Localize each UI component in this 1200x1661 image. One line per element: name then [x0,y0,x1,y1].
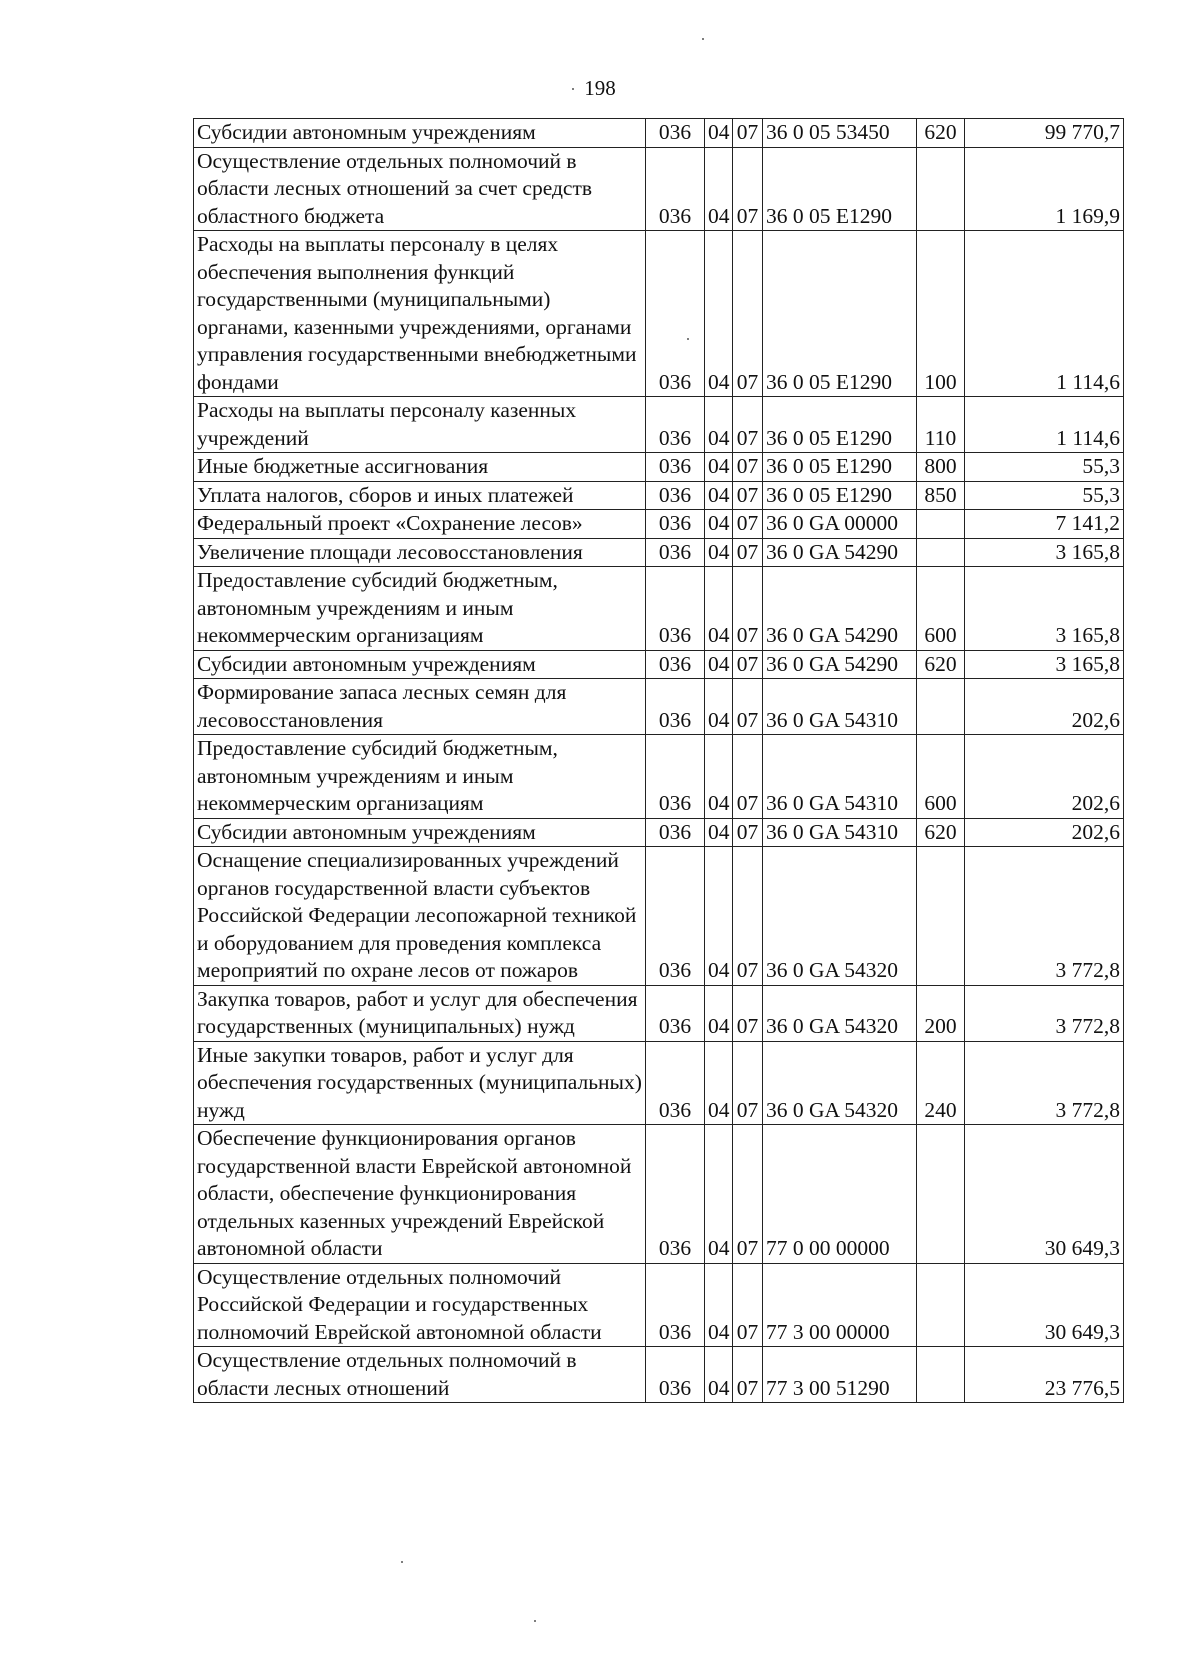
budget-table-body [194,119,1124,1403]
table-row [194,538,1124,567]
row-expense-type [917,679,965,735]
row-amount: 3 772,8 [965,847,1124,986]
row-name: Предоставление субсидий бюджетным, автономным учреждениям и иным некоммерческим организациям [194,735,646,819]
table-row [194,650,1124,679]
table-row [194,1347,1124,1403]
row-amount: 3 772,8 [965,1041,1124,1125]
row-section-code: 04 [705,1125,733,1264]
row-subsection-code: 07 [733,453,763,482]
row-name: Осуществление отдельных полномочий в области лесных отношений [194,1347,646,1403]
row-subsection-code: 07 [733,481,763,510]
row-amount: 1 114,6 [965,231,1124,397]
table-row [194,231,1124,397]
row-target-article: 36 0 05 Е1290 [763,397,917,453]
row-name: Иные бюджетные ассигнования [194,453,646,482]
row-section-code: 04 [705,119,733,148]
row-grbs-code: 036 [646,818,705,847]
row-section-code: 04 [705,453,733,482]
row-name: Расходы на выплаты персоналу казенных учреждений [194,397,646,453]
row-amount: 55,3 [965,481,1124,510]
row-amount: 202,6 [965,735,1124,819]
row-section-code: 04 [705,650,733,679]
row-grbs-code: 036 [646,1347,705,1403]
row-amount: 30 649,3 [965,1263,1124,1347]
row-target-article: 36 0 05 Е1290 [763,231,917,397]
row-expense-type: 240 [917,1041,965,1125]
row-section-code: 04 [705,679,733,735]
row-subsection-code: 07 [733,1125,763,1264]
table-row [194,147,1124,231]
row-amount: 1 114,6 [965,397,1124,453]
row-target-article: 36 0 GA 54290 [763,650,917,679]
row-section-code: 04 [705,397,733,453]
row-name: Осуществление отдельных полномочий в области лесных отношений за счет средств областного бюджета [194,147,646,231]
table-row [194,481,1124,510]
row-expense-type [917,1125,965,1264]
table-row [194,1263,1124,1347]
row-subsection-code: 07 [733,397,763,453]
row-grbs-code: 036 [646,567,705,651]
row-amount: 55,3 [965,453,1124,482]
row-subsection-code: 07 [733,818,763,847]
scan-speck [401,1561,403,1563]
row-amount: 23 776,5 [965,1347,1124,1403]
row-expense-type: 100 [917,231,965,397]
table-row [194,818,1124,847]
row-target-article: 36 0 GA 54320 [763,985,917,1041]
page-number: 198 [584,76,616,100]
table-row [194,119,1124,148]
scan-speck [534,1620,536,1622]
row-target-article: 36 0 GA 54320 [763,847,917,986]
row-section-code: 04 [705,510,733,539]
row-subsection-code: 07 [733,1041,763,1125]
row-expense-type: 620 [917,650,965,679]
row-target-article: 36 0 GA 54320 [763,1041,917,1125]
row-name: Формирование запаса лесных семян для лесовосстановления [194,679,646,735]
row-section-code: 04 [705,481,733,510]
scan-speck [702,38,704,40]
row-expense-type: 800 [917,453,965,482]
row-subsection-code: 07 [733,985,763,1041]
row-target-article: 36 0 05 Е1290 [763,147,917,231]
row-amount: 3 165,8 [965,650,1124,679]
row-section-code: 04 [705,567,733,651]
row-grbs-code: 036 [646,735,705,819]
row-grbs-code: 036 [646,147,705,231]
row-grbs-code: 036 [646,1125,705,1264]
row-section-code: 04 [705,735,733,819]
row-name: Иные закупки товаров, работ и услуг для обеспечения государственных (муниципальных) нужд [194,1041,646,1125]
table-row [194,679,1124,735]
row-section-code: 04 [705,147,733,231]
row-amount: 7 141,2 [965,510,1124,539]
row-name: Субсидии автономным учреждениям [194,818,646,847]
row-target-article: 36 0 GA 54290 [763,538,917,567]
row-name: Увеличение площади лесовосстановления [194,538,646,567]
row-subsection-code: 07 [733,231,763,397]
row-expense-type: 110 [917,397,965,453]
row-amount: 30 649,3 [965,1125,1124,1264]
row-amount: 1 169,9 [965,147,1124,231]
row-target-article: 36 0 GA 54310 [763,679,917,735]
row-name: Субсидии автономным учреждениям [194,650,646,679]
row-subsection-code: 07 [733,1347,763,1403]
row-amount: 3 772,8 [965,985,1124,1041]
table-row [194,510,1124,539]
row-section-code: 04 [705,818,733,847]
table-row [194,735,1124,819]
row-grbs-code: 036 [646,679,705,735]
row-expense-type [917,147,965,231]
row-grbs-code: 036 [646,397,705,453]
row-expense-type: 620 [917,119,965,148]
table-row [194,1125,1124,1264]
row-subsection-code: 07 [733,679,763,735]
row-section-code: 04 [705,985,733,1041]
row-target-article: 36 0 05 Е1290 [763,481,917,510]
row-section-code: 04 [705,1041,733,1125]
row-grbs-code: 036 [646,985,705,1041]
row-grbs-code: 036 [646,1263,705,1347]
row-name: Предоставление субсидий бюджетным, автономным учреждениям и иным некоммерческим организациям [194,567,646,651]
row-expense-type: 600 [917,567,965,651]
row-name: Оснащение специализированных учреждений органов государственной власти субъектов Российской Федерации лесопожарной техникой и оборудованием для проведения комплекса мероприятий по охране лесов от пожаров [194,847,646,986]
scan-speck [572,88,574,90]
row-expense-type [917,538,965,567]
row-subsection-code: 07 [733,650,763,679]
row-subsection-code: 07 [733,538,763,567]
table-row [194,847,1124,986]
row-name: Субсидии автономным учреждениям [194,119,646,148]
row-grbs-code: 036 [646,119,705,148]
row-name: Федеральный проект «Сохранение лесов» [194,510,646,539]
row-subsection-code: 07 [733,147,763,231]
row-grbs-code: 036 [646,481,705,510]
scan-speck [687,338,689,340]
row-grbs-code: 036 [646,453,705,482]
row-target-article: 77 0 00 00000 [763,1125,917,1264]
row-grbs-code: 036 [646,538,705,567]
row-section-code: 04 [705,1347,733,1403]
row-amount: 202,6 [965,818,1124,847]
row-target-article: 36 0 GA 54290 [763,567,917,651]
row-subsection-code: 07 [733,1263,763,1347]
table-row [194,397,1124,453]
row-grbs-code: 036 [646,231,705,397]
row-subsection-code: 07 [733,119,763,148]
row-section-code: 04 [705,1263,733,1347]
row-expense-type: 200 [917,985,965,1041]
row-grbs-code: 036 [646,650,705,679]
row-expense-type [917,1263,965,1347]
row-subsection-code: 07 [733,510,763,539]
row-expense-type: 850 [917,481,965,510]
row-target-article: 77 3 00 51290 [763,1347,917,1403]
row-subsection-code: 07 [733,735,763,819]
row-subsection-code: 07 [733,847,763,986]
row-grbs-code: 036 [646,1041,705,1125]
row-amount: 202,6 [965,679,1124,735]
row-target-article: 36 0 GA 00000 [763,510,917,539]
row-target-article: 36 0 GA 54310 [763,818,917,847]
row-name: Уплата налогов, сборов и иных платежей [194,481,646,510]
row-subsection-code: 07 [733,567,763,651]
row-expense-type: 600 [917,735,965,819]
row-expense-type [917,1347,965,1403]
row-amount: 3 165,8 [965,567,1124,651]
row-name: Осуществление отдельных полномочий Российской Федерации и государственных полномочий Еврейской автономной области [194,1263,646,1347]
row-target-article: 36 0 05 Е1290 [763,453,917,482]
row-target-article: 77 3 00 00000 [763,1263,917,1347]
row-expense-type: 620 [917,818,965,847]
row-section-code: 04 [705,847,733,986]
row-section-code: 04 [705,538,733,567]
row-target-article: 36 0 GA 54310 [763,735,917,819]
row-grbs-code: 036 [646,847,705,986]
table-row [194,985,1124,1041]
row-name: Расходы на выплаты персоналу в целях обеспечения выполнения функций государственными (муниципальными) органами, казенными учреждениями, органами управления государственными внебюджетными фондами [194,231,646,397]
row-amount: 99 770,7 [965,119,1124,148]
row-expense-type [917,847,965,986]
row-name: Обеспечение функционирования органов государственной власти Еврейской автономной области, обеспечение функционирования отдельных казенных учреждений Еврейской автономной области [194,1125,646,1264]
table-row [194,453,1124,482]
budget-table [193,118,1124,1403]
table-row [194,567,1124,651]
row-name: Закупка товаров, работ и услуг для обеспечения государственных (муниципальных) нужд [194,985,646,1041]
row-grbs-code: 036 [646,510,705,539]
row-section-code: 04 [705,231,733,397]
row-amount: 3 165,8 [965,538,1124,567]
row-expense-type [917,510,965,539]
row-target-article: 36 0 05 53450 [763,119,917,148]
table-row [194,1041,1124,1125]
